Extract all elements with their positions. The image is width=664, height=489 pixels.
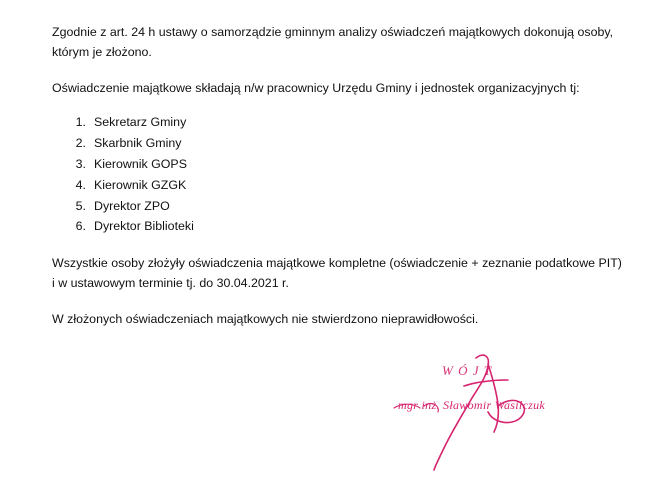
signature-block [380, 350, 630, 475]
list-item: Kierownik GZGK [94, 177, 187, 192]
signature-name: mgr inż. Sławomir Wasilczuk [398, 398, 546, 412]
list-item: Skarbnik Gminy [94, 136, 182, 151]
list-item: Dyrektor Biblioteki [94, 219, 194, 234]
list-item: Sekretarz Gminy [94, 115, 187, 130]
officials-list [52, 112, 622, 237]
officials-list-block [52, 112, 622, 237]
document-body [52, 22, 622, 346]
paragraph-completeness: Wszystkie osoby złożyły oświadczenia majątkowe kompletne (oświadczenie + zeznanie podatkowe PIT) i w ustawowym terminie tj. do 30.04.2021 r. [52, 256, 622, 291]
paragraph-intro: Zgodnie z art. 24 h ustawy o samorządzie gminnym analizy oświadczeń majątkowych dokonują osoby, którym je złożono. [52, 25, 614, 60]
paragraph-no-irregularities: W złożonych oświadczeniach majątkowych nie stwierdzono nieprawidłowości. [52, 312, 479, 327]
list-item: Kierownik GOPS [94, 156, 187, 171]
signature-title-scribble: W Ó J T [442, 363, 492, 378]
list-item: Dyrektor ZPO [94, 198, 170, 213]
paragraph-who-submits: Oświadczenie majątkowe składają n/w pracownicy Urzędu Gminy i jednostek organizacyjnych tj: [52, 81, 580, 96]
